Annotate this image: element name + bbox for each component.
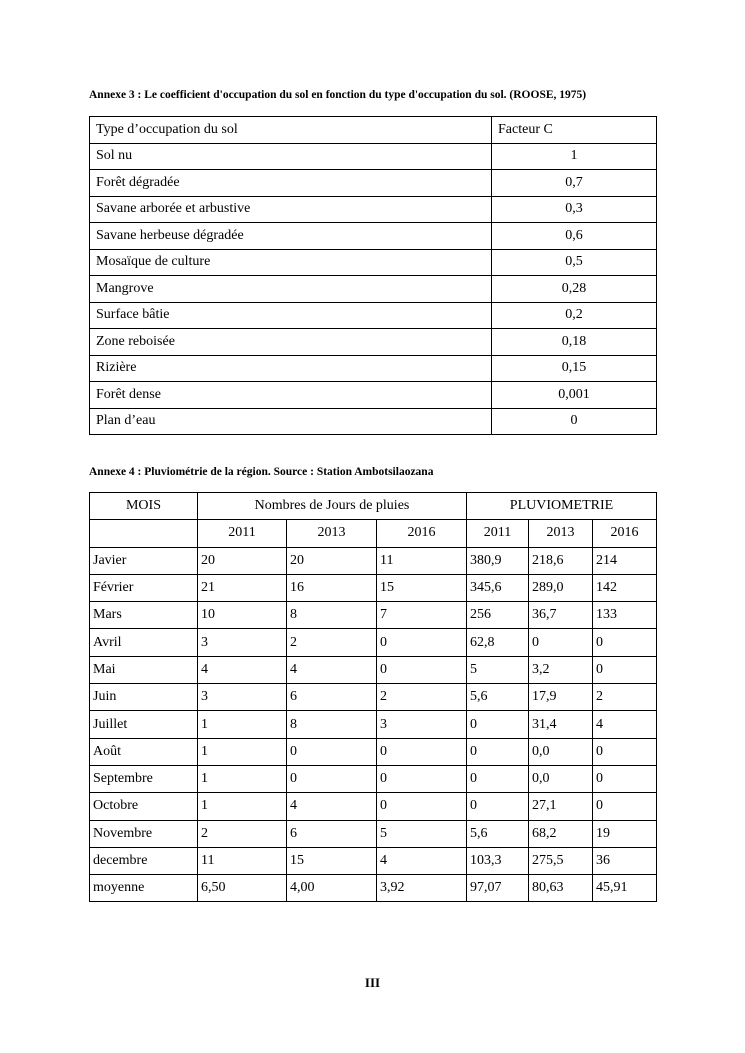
value-cell: 4 xyxy=(287,656,377,683)
occupation-type-cell: Savane herbeuse dégradée xyxy=(90,223,492,250)
facteur-c-cell: 0,001 xyxy=(492,382,657,409)
value-cell: 4 xyxy=(377,847,467,874)
value-cell: 0 xyxy=(593,793,657,820)
value-cell: 275,5 xyxy=(529,847,593,874)
table-row xyxy=(90,629,657,656)
header-pluviometrie: PLUVIOMETRIE xyxy=(467,493,657,520)
value-cell: 0,0 xyxy=(529,765,593,792)
value-cell: 36 xyxy=(593,847,657,874)
value-cell: 62,8 xyxy=(467,629,529,656)
value-cell: 2 xyxy=(377,684,467,711)
value-cell: 214 xyxy=(593,547,657,574)
value-cell: 289,0 xyxy=(529,574,593,601)
value-cell: 10 xyxy=(198,602,287,629)
value-cell: 7 xyxy=(377,602,467,629)
header-mois: MOIS xyxy=(90,493,198,520)
month-cell: Septembre xyxy=(90,765,198,792)
occupation-type-cell: Surface bâtie xyxy=(90,302,492,329)
occupation-type-cell: Forêt dégradée xyxy=(90,170,492,197)
table-year-row xyxy=(90,520,657,547)
occupation-type-cell: Zone reboisée xyxy=(90,329,492,356)
value-cell: 45,91 xyxy=(593,875,657,902)
month-cell: moyenne xyxy=(90,875,198,902)
header-jours-pluies: Nombres de Jours de pluies xyxy=(198,493,467,520)
occupation-type-cell: Rizière xyxy=(90,355,492,382)
value-cell: 0 xyxy=(287,738,377,765)
value-cell: 5,6 xyxy=(467,820,529,847)
value-cell: 3,2 xyxy=(529,656,593,683)
value-cell: 4 xyxy=(593,711,657,738)
value-cell: 11 xyxy=(377,547,467,574)
value-cell: 3,92 xyxy=(377,875,467,902)
table-row xyxy=(90,738,657,765)
table-row xyxy=(90,329,657,356)
value-cell: 5 xyxy=(467,656,529,683)
month-cell: Février xyxy=(90,574,198,601)
facteur-c-cell: 0,28 xyxy=(492,276,657,303)
year-cell: 2013 xyxy=(287,520,377,547)
annexe3-caption: Annexe 3 : Le coefficient d'occupation du sol en fonction du type d'occupation du sol. (ROOSE, 1975) xyxy=(89,89,587,101)
value-cell: 3 xyxy=(198,629,287,656)
value-cell: 8 xyxy=(287,602,377,629)
facteur-c-cell: 1 xyxy=(492,143,657,170)
value-cell: 0 xyxy=(593,629,657,656)
value-cell: 0 xyxy=(467,765,529,792)
month-cell: decembre xyxy=(90,847,198,874)
table-row xyxy=(90,574,657,601)
value-cell: 0 xyxy=(377,738,467,765)
year-cell: 2016 xyxy=(593,520,657,547)
value-cell: 3 xyxy=(377,711,467,738)
value-cell: 68,2 xyxy=(529,820,593,847)
facteur-c-cell: 0,2 xyxy=(492,302,657,329)
facteur-c-cell: 0,15 xyxy=(492,355,657,382)
value-cell: 0 xyxy=(377,765,467,792)
value-cell: 21 xyxy=(198,574,287,601)
year-cell: 2013 xyxy=(529,520,593,547)
value-cell: 380,9 xyxy=(467,547,529,574)
value-cell: 5 xyxy=(377,820,467,847)
facteur-c-cell: 0 xyxy=(492,408,657,435)
annexe4-table xyxy=(89,492,657,902)
value-cell: 1 xyxy=(198,738,287,765)
value-cell: 36,7 xyxy=(529,602,593,629)
value-cell: 4,00 xyxy=(287,875,377,902)
value-cell: 0 xyxy=(377,629,467,656)
value-cell: 2 xyxy=(198,820,287,847)
value-cell: 4 xyxy=(198,656,287,683)
value-cell: 256 xyxy=(467,602,529,629)
header-type-occupation: Type d’occupation du sol xyxy=(90,117,492,144)
table-row xyxy=(90,408,657,435)
page-number: III xyxy=(364,975,381,990)
month-cell: Mai xyxy=(90,656,198,683)
table-row xyxy=(90,355,657,382)
table-row xyxy=(90,547,657,574)
table-row xyxy=(90,765,657,792)
facteur-c-cell: 0,18 xyxy=(492,329,657,356)
month-cell: Novembre xyxy=(90,820,198,847)
value-cell: 3 xyxy=(198,684,287,711)
value-cell: 142 xyxy=(593,574,657,601)
value-cell: 103,3 xyxy=(467,847,529,874)
facteur-c-cell: 0,7 xyxy=(492,170,657,197)
value-cell: 6 xyxy=(287,684,377,711)
value-cell: 0,0 xyxy=(529,738,593,765)
value-cell: 0 xyxy=(377,793,467,820)
annexe3-table xyxy=(89,116,657,435)
month-cell: Juillet xyxy=(90,711,198,738)
facteur-c-cell: 0,3 xyxy=(492,196,657,223)
value-cell: 1 xyxy=(198,765,287,792)
table-row xyxy=(90,302,657,329)
month-cell: Javier xyxy=(90,547,198,574)
month-cell: Août xyxy=(90,738,198,765)
value-cell: 133 xyxy=(593,602,657,629)
value-cell: 218,6 xyxy=(529,547,593,574)
table-row xyxy=(90,170,657,197)
value-cell: 80,63 xyxy=(529,875,593,902)
value-cell: 20 xyxy=(198,547,287,574)
value-cell: 0 xyxy=(593,738,657,765)
value-cell: 0 xyxy=(467,793,529,820)
value-cell: 0 xyxy=(593,765,657,792)
table-row xyxy=(90,711,657,738)
table-header-row xyxy=(90,493,657,520)
occupation-type-cell: Forêt dense xyxy=(90,382,492,409)
month-cell: Mars xyxy=(90,602,198,629)
value-cell: 16 xyxy=(287,574,377,601)
table-row xyxy=(90,249,657,276)
value-cell: 20 xyxy=(287,547,377,574)
table-row xyxy=(90,684,657,711)
value-cell: 15 xyxy=(287,847,377,874)
value-cell: 0 xyxy=(529,629,593,656)
value-cell: 17,9 xyxy=(529,684,593,711)
value-cell: 1 xyxy=(198,793,287,820)
facteur-c-cell: 0,5 xyxy=(492,249,657,276)
occupation-type-cell: Sol nu xyxy=(90,143,492,170)
value-cell: 0 xyxy=(287,765,377,792)
month-cell: Octobre xyxy=(90,793,198,820)
value-cell: 97,07 xyxy=(467,875,529,902)
annexe4-caption: Annexe 4 : Pluviométrie de la région. Source : Station Ambotsilaozana xyxy=(89,466,434,478)
value-cell: 27,1 xyxy=(529,793,593,820)
table-row xyxy=(90,382,657,409)
month-cell: Avril xyxy=(90,629,198,656)
value-cell: 11 xyxy=(198,847,287,874)
facteur-c-cell: 0,6 xyxy=(492,223,657,250)
value-cell: 4 xyxy=(287,793,377,820)
value-cell: 6,50 xyxy=(198,875,287,902)
value-cell: 5,6 xyxy=(467,684,529,711)
header-facteur-c: Facteur C xyxy=(492,117,657,144)
value-cell: 0 xyxy=(377,656,467,683)
year-cell: 2011 xyxy=(198,520,287,547)
value-cell: 31,4 xyxy=(529,711,593,738)
occupation-type-cell: Plan d’eau xyxy=(90,408,492,435)
table-header-row xyxy=(90,117,657,144)
value-cell: 1 xyxy=(198,711,287,738)
table-row xyxy=(90,820,657,847)
value-cell: 2 xyxy=(287,629,377,656)
value-cell: 2 xyxy=(593,684,657,711)
value-cell: 0 xyxy=(593,656,657,683)
table-row xyxy=(90,143,657,170)
table-row xyxy=(90,847,657,874)
table-row xyxy=(90,223,657,250)
value-cell: 0 xyxy=(467,711,529,738)
value-cell: 19 xyxy=(593,820,657,847)
table-row xyxy=(90,276,657,303)
month-cell: Juin xyxy=(90,684,198,711)
year-cell: 2011 xyxy=(467,520,529,547)
value-cell: 345,6 xyxy=(467,574,529,601)
value-cell: 8 xyxy=(287,711,377,738)
table-row xyxy=(90,602,657,629)
value-cell: 6 xyxy=(287,820,377,847)
table-row xyxy=(90,875,657,902)
value-cell: 15 xyxy=(377,574,467,601)
occupation-type-cell: Savane arborée et arbustive xyxy=(90,196,492,223)
table-row xyxy=(90,793,657,820)
occupation-type-cell: Mangrove xyxy=(90,276,492,303)
value-cell: 0 xyxy=(467,738,529,765)
year-cell: 2016 xyxy=(377,520,467,547)
table-row xyxy=(90,656,657,683)
table-row xyxy=(90,196,657,223)
occupation-type-cell: Mosaïque de culture xyxy=(90,249,492,276)
empty-cell xyxy=(90,520,198,547)
